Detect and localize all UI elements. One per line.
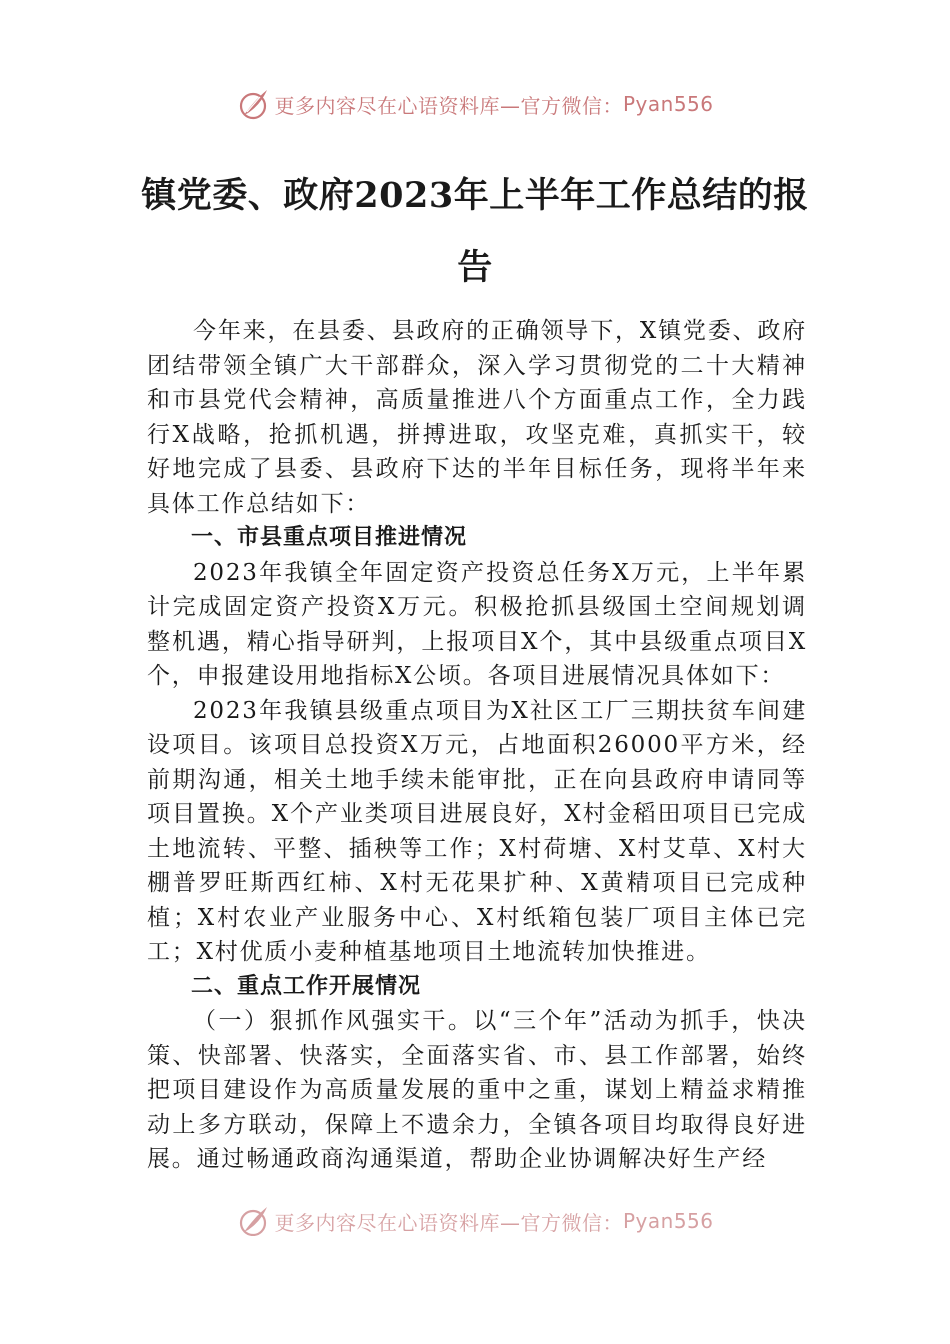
- watermark-code: Pyan556: [622, 1209, 714, 1233]
- paragraph-investment: 2023年我镇全年固定资产投资总任务X万元，上半年累计完成固定资产投资X万元。积极抢抓县级国土空间规划调整机遇，精心指导研判，上报项目X个，其中县级重点项目X个，申报建设用地指标X公顷。各项目进展情况具体如下：: [147, 559, 807, 689]
- paragraph-work-style: （一）狠抓作风强实干。以“三个年”活动为抓手，快决策、快部署、快落实，全面落实省、市、县工作部署，始终把项目建设作为高质量发展的重中之重，谋划上精益求精推动上多方联动，保障上不遗余力，全镇各项目均取得良好进展。通过畅通政商沟通渠道，帮助企业协调解决好生产经: [147, 1008, 807, 1172]
- watermark-header: [0, 84, 950, 124]
- quill-logo-icon: [236, 87, 270, 121]
- watermark-footer: [0, 1206, 950, 1236]
- section-heading-2: 二、重点工作开展情况: [191, 973, 422, 999]
- section-heading-1: 一、市县重点项目推进情况: [191, 525, 468, 550]
- watermark-text: 更多内容尽在心语资料库—官方微信：: [274, 93, 623, 118]
- quill-logo-icon: [236, 1206, 270, 1236]
- watermark-code: Pyan556: [622, 92, 714, 116]
- paragraph-key-project: 2023年我镇县级重点项目为X社区工厂三期扶贫车间建设项目。该项目总投资X万元，占地面积26000平方米，经前期沟通，相关土地手续未能审批，正在向县政府申请同等项目置换。X个产业类项目进展良好，X村金稻田项目已完成土地流转、平整、插秧等工作；X村荷塘、X村艾草、X村大棚普罗旺斯西红柿、X村无花果扩种、X黄精项目已完成种植；X村农业产业服务中心、X村纸箱包装厂项目主体已完工；X村优质小麦种植基地项目土地流转加快推进。: [147, 697, 807, 965]
- intro-paragraph: 今年来，在县委、县政府的正确领导下，X镇党委、政府团结带领全镇广大干部群众，深入学习贯彻党的二十大精神和市县党代会精神，高质量推进八个方面重点工作，全力践行X战略，抢抓机遇，拼搏进取，攻坚克难，真抓实干，较好地完成了县委、县政府下达的半年目标任务，现将半年来具体工作总结如下：: [147, 318, 807, 517]
- document-body: [147, 314, 807, 1218]
- document-title: 镇党委、政府2023年上半年工作总结的报告: [141, 175, 809, 288]
- watermark-text: 更多内容尽在心语资料库—官方微信：: [274, 1210, 623, 1235]
